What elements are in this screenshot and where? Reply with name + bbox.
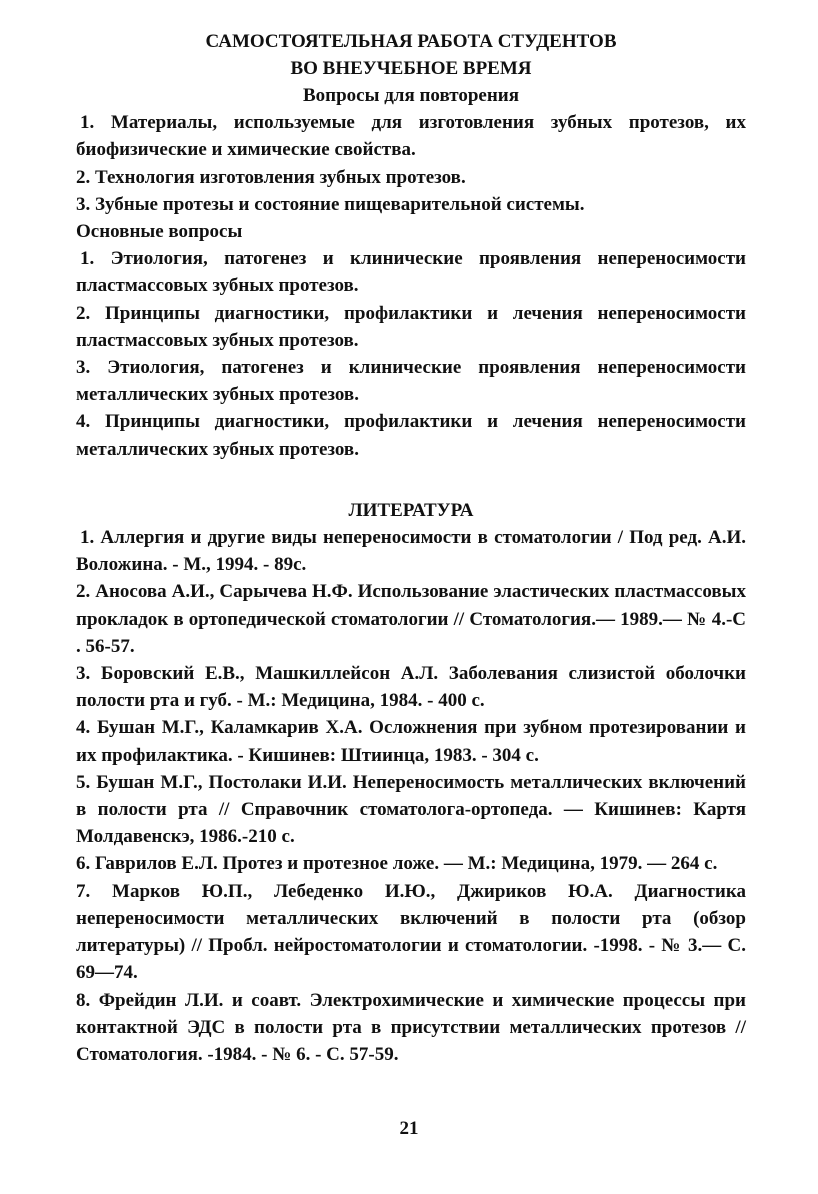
review-question-3: 3. Зубные протезы и состояние пищеварительной системы. bbox=[76, 193, 585, 215]
page-number: 21 bbox=[399, 1118, 419, 1139]
literature-item-2: 2. Аносова А.И., Сарычева Н.Ф. Использование эластических пластмассовых прокладок в ортопедической стоматологии // Стоматология.— 1989.— № 4.-С . 56-57. bbox=[76, 581, 746, 657]
section-spacer bbox=[76, 463, 746, 497]
literature-item-8: 8. Фрейдин Л.И. и соавт. Электрохимические и химические процессы при контактной ЭДС в полости рта в присутствии металлических протезов // Стоматология. -1984. - № 6. - С. 57-59. bbox=[76, 989, 746, 1065]
page-title-line-1: САМОСТОЯТЕЛЬНАЯ РАБОТА СТУДЕНТОВ bbox=[205, 31, 617, 52]
section-heading-review: Вопросы для повторения bbox=[302, 85, 520, 106]
main-question-3: 3. Этиология, патогенез и клинические проявления непереносимости металлических зубных протезов. bbox=[76, 357, 746, 406]
section-heading-main: Основные вопросы bbox=[76, 221, 243, 243]
literature-item-7: 7. Марков Ю.П., Лебеденко И.Ю., Джириков Ю.А. Диагностика непереносимости металлических включений в полости рта (обзор литературы) // Пробл. нейростоматологии и стоматологии. -1998. - № 3.— С. 69—74. bbox=[76, 880, 746, 984]
literature-heading: ЛИТЕРАТУРА bbox=[348, 499, 474, 521]
main-question-4: 4. Принципы диагностики, профилактики и лечения непереносимости металлических зубных протезов. bbox=[76, 411, 746, 460]
literature-item-6: 6. Гаврилов Е.Л. Протез и протезное ложе. — М.: Медицина, 1979. — 264 с. bbox=[76, 853, 718, 875]
review-question-1: 1. Материалы, используемые для изготовления зубных протезов, их биофизические и химические свойства. bbox=[76, 112, 746, 161]
document-page bbox=[76, 28, 746, 1068]
literature-item-5: 5. Бушан М.Г., Постолаки И.И. Непереносимость металлических включений в полости рта // Справочник стоматолога-ортопеда. — Кишинев: Картя Молдавенскэ, 1986.-210 с. bbox=[76, 771, 746, 848]
literature-item-1: 1. Аллергия и другие виды непереносимости в стоматологии / Под ред. А.И. Воложина. - М., 1994. - 89с. bbox=[76, 527, 746, 576]
main-question-2: 2. Принципы диагностики, профилактики и лечения непереносимости пластмассовых зубных протезов. bbox=[76, 302, 746, 351]
main-question-1: 1. Этиология, патогенез и клинические проявления непереносимости пластмассовых зубных протезов. bbox=[76, 248, 746, 297]
review-question-2: 2. Технология изготовления зубных протезов. bbox=[76, 166, 466, 188]
page-title-line-2: ВО ВНЕУЧЕБНОЕ ВРЕМЯ bbox=[290, 58, 532, 79]
literature-item-3: 3. Боровский Е.В., Машкиллейсон А.Л. Заболевания слизистой оболочки полости рта и губ. - М.: Медицина, 1984. - 400 с. bbox=[76, 663, 746, 712]
literature-item-4: 4. Бушан М.Г., Каламкарив Х.А. Осложнения при зубном протезировании и их профилактика. - Кишинев: Штиинца, 1983. - 304 с. bbox=[76, 717, 746, 766]
